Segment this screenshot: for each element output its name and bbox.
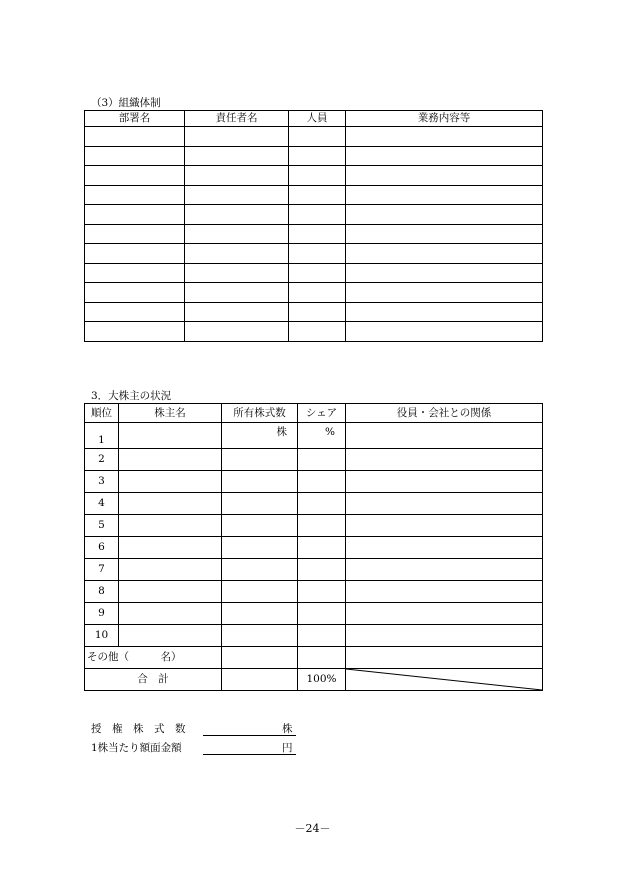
diagonal-line [346, 669, 542, 690]
org-header-duties: 業務内容等 [346, 111, 543, 127]
pct-unit: % [298, 423, 346, 449]
shares-cell [222, 537, 298, 559]
pct-cell [298, 581, 346, 603]
org-table [84, 110, 543, 342]
org-duties-cell [346, 205, 543, 225]
total-label: 合 計 [85, 669, 222, 691]
pct-cell [298, 559, 346, 581]
org-staff-cell [289, 224, 346, 244]
rank-cell: 7 [85, 559, 119, 581]
org-dept-cell [85, 263, 185, 283]
org-staff-cell [289, 283, 346, 303]
shares-cell [222, 471, 298, 493]
name-cell [119, 603, 222, 625]
org-staff-cell [289, 244, 346, 264]
org-duties-cell [346, 302, 543, 322]
rank-cell: 4 [85, 493, 119, 515]
shareholders-header-row [85, 404, 543, 423]
org-dept-cell [85, 322, 185, 342]
org-header-dept: 部署名 [85, 111, 185, 127]
pct-cell [298, 537, 346, 559]
shares-cell [222, 559, 298, 581]
org-staff-cell [289, 127, 346, 147]
total-relationship-crossed [346, 669, 543, 691]
org-manager-cell [185, 283, 289, 303]
total-shares [222, 669, 298, 691]
shareholder-row [85, 603, 543, 625]
org-table-row [85, 146, 543, 166]
relationship-cell [346, 625, 543, 647]
org-manager-cell [185, 146, 289, 166]
org-staff-cell [289, 166, 346, 186]
org-staff-cell [289, 185, 346, 205]
org-duties-cell [346, 185, 543, 205]
org-duties-cell [346, 166, 543, 186]
shareholder-row [85, 559, 543, 581]
org-duties-cell [346, 322, 543, 342]
relationship-cell [346, 449, 543, 471]
org-duties-cell [346, 224, 543, 244]
header-rank: 順位 [85, 404, 119, 423]
org-staff-cell [289, 205, 346, 225]
shares-cell [222, 603, 298, 625]
org-dept-cell [85, 205, 185, 225]
org-dept-cell [85, 166, 185, 186]
name-cell [119, 423, 222, 449]
others-shares [222, 647, 298, 669]
org-header-manager: 責任者名 [185, 111, 289, 127]
shareholder-row [85, 449, 543, 471]
org-table-row [85, 322, 543, 342]
org-manager-cell [185, 205, 289, 225]
org-table-row [85, 205, 543, 225]
org-manager-cell [185, 244, 289, 264]
rank-cell: 5 [85, 515, 119, 537]
shareholder-row [85, 471, 543, 493]
shares-cell [222, 449, 298, 471]
pct-cell [298, 471, 346, 493]
others-relationship [346, 647, 543, 669]
name-cell [119, 537, 222, 559]
org-table-row [85, 127, 543, 147]
org-dept-cell [85, 127, 185, 147]
header-shareholder-name: 株主名 [119, 404, 222, 423]
org-duties-cell [346, 263, 543, 283]
relationship-cell [346, 493, 543, 515]
par-value-unit: 円 [282, 742, 293, 754]
org-table-row [85, 302, 543, 322]
org-table-row [85, 244, 543, 264]
name-cell [119, 449, 222, 471]
org-manager-cell [185, 263, 289, 283]
shareholder-row [85, 625, 543, 647]
org-dept-cell [85, 244, 185, 264]
header-relationship: 役員・会社との関係 [346, 404, 543, 423]
relationship-cell [346, 603, 543, 625]
shares-cell [222, 625, 298, 647]
pct-cell [298, 449, 346, 471]
org-staff-cell [289, 302, 346, 322]
total-pct: 100% [298, 669, 346, 691]
org-dept-cell [85, 146, 185, 166]
org-manager-cell [185, 322, 289, 342]
relationship-cell [346, 515, 543, 537]
org-section-title: （3）組織体制 [91, 97, 161, 109]
others-pct [298, 647, 346, 669]
org-table-row [85, 185, 543, 205]
org-table-row [85, 166, 543, 186]
org-dept-cell [85, 185, 185, 205]
rank-cell: 3 [85, 471, 119, 493]
org-duties-cell [346, 146, 543, 166]
relationship-cell [346, 537, 543, 559]
name-cell [119, 625, 222, 647]
shareholders-table [84, 403, 543, 691]
rank-cell: 8 [85, 581, 119, 603]
name-cell [119, 515, 222, 537]
total-row [85, 669, 543, 691]
header-shares-owned: 所有株式数 [222, 404, 298, 423]
name-cell [119, 471, 222, 493]
relationship-cell [346, 471, 543, 493]
rank-cell: 6 [85, 537, 119, 559]
par-value-label: 1株当たり額面金額 [91, 742, 182, 754]
org-table-row [85, 224, 543, 244]
org-staff-cell [289, 322, 346, 342]
others-label: その他（ 名） [85, 647, 222, 669]
org-header-staff: 人員 [289, 111, 346, 127]
org-manager-cell [185, 185, 289, 205]
shareholder-row [85, 423, 543, 449]
page-number: －24－ [294, 822, 331, 835]
relationship-cell [346, 581, 543, 603]
org-table-row [85, 263, 543, 283]
shares-cell [222, 581, 298, 603]
rank-cell: 1 [85, 423, 119, 449]
pct-cell [298, 625, 346, 647]
org-duties-cell [346, 244, 543, 264]
name-cell [119, 493, 222, 515]
pct-cell [298, 603, 346, 625]
relationship-cell [346, 423, 543, 449]
org-manager-cell [185, 302, 289, 322]
rank-cell: 10 [85, 625, 119, 647]
pct-cell [298, 515, 346, 537]
shareholder-row [85, 581, 543, 603]
org-table-header-row [85, 111, 543, 127]
org-manager-cell [185, 127, 289, 147]
rank-cell: 2 [85, 449, 119, 471]
org-duties-cell [346, 283, 543, 303]
org-staff-cell [289, 263, 346, 283]
pct-cell [298, 493, 346, 515]
shares-cell [222, 493, 298, 515]
org-staff-cell [289, 146, 346, 166]
org-table-row [85, 283, 543, 303]
org-dept-cell [85, 283, 185, 303]
org-manager-cell [185, 224, 289, 244]
org-dept-cell [85, 302, 185, 322]
relationship-cell [346, 559, 543, 581]
others-row [85, 647, 543, 669]
shares-unit: 株 [222, 423, 298, 449]
org-duties-cell [346, 127, 543, 147]
authorized-shares-unit: 株 [282, 723, 293, 735]
org-dept-cell [85, 224, 185, 244]
name-cell [119, 559, 222, 581]
shares-cell [222, 515, 298, 537]
authorized-shares-label: 授 権 株 式 数 [91, 723, 186, 735]
shareholder-row [85, 493, 543, 515]
header-share-ratio: シェア [298, 404, 346, 423]
shareholder-row [85, 515, 543, 537]
rank-cell: 9 [85, 603, 119, 625]
org-manager-cell [185, 166, 289, 186]
shareholder-row [85, 537, 543, 559]
name-cell [119, 581, 222, 603]
shareholders-section-title: 3．大株主の状況 [91, 390, 172, 402]
